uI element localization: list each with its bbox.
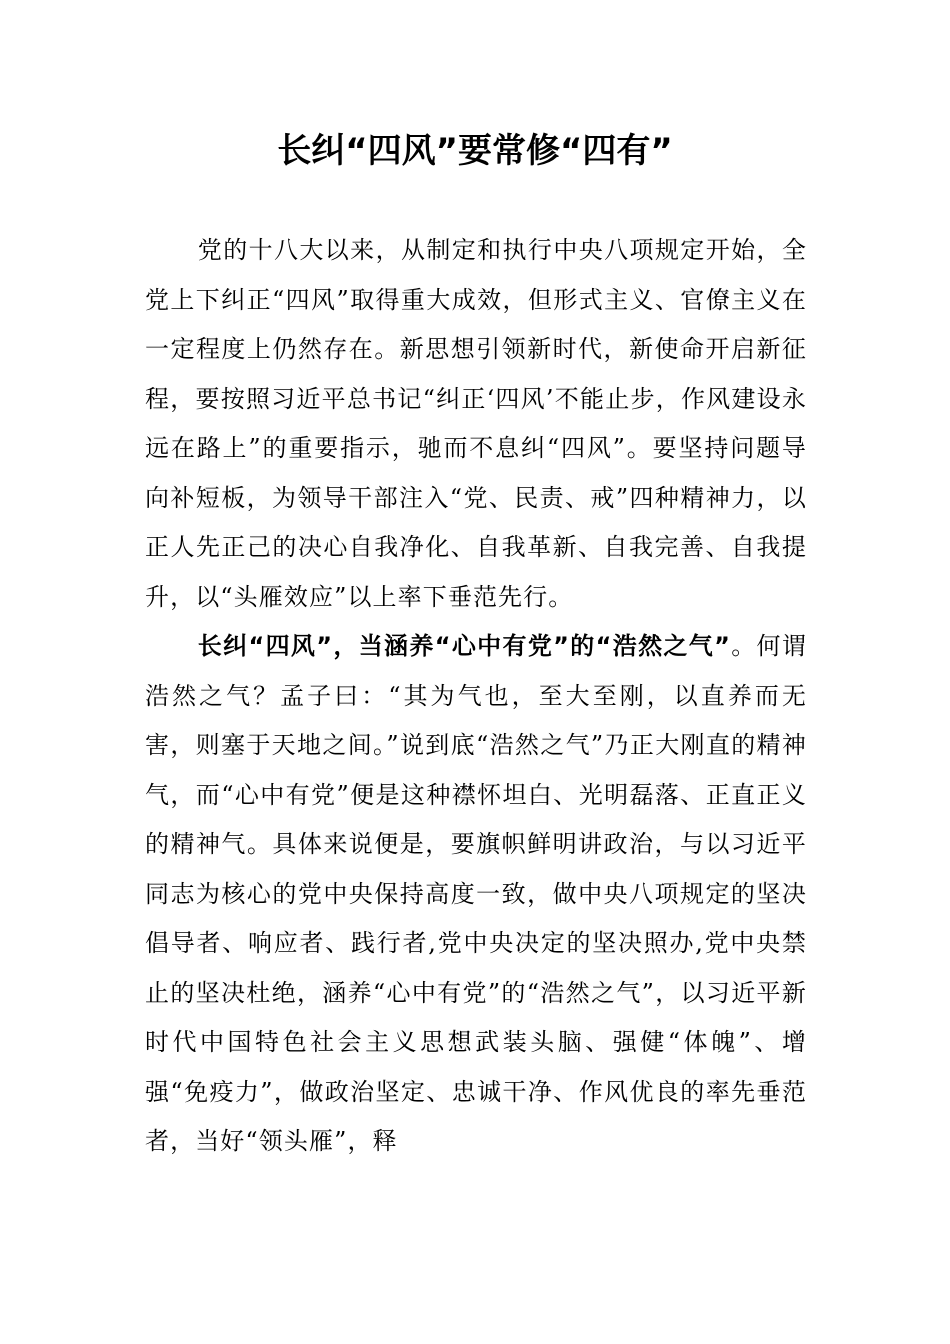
paragraph-lead: 长纠“四风”，当涵养“心中有党”的“浩然之气” [197, 632, 731, 660]
document-title: 长纠“四风”要常修“四有” [277, 131, 673, 171]
paragraph-intro [145, 226, 807, 622]
document-body [145, 226, 807, 1167]
paragraph-text: 党的十八大以来，从制定和执行中央八项规定开始，全党上下纠正“四风”取得重大成效，但形式主义、官僚主义在一定程度上仍然存在。新思想引领新时代，新使命开启新征程，要按照习近平总书记“纠正‘四风’不能止步，作风建设永远在路上”的重要指示，驰而不息纠“四风”。要坚持问题导向补短板，为领导干部注入“党、民责、戒”四种精神力，以正人先正己的决心自我净化、自我革新、自我完善、自我提升，以“头雁效应”以上率下垂范先行。 [145, 236, 807, 611]
paragraph-text: 。何谓浩然之气？孟子曰：“其为气也，至大至刚，以直养而无害，则塞于天地之间。”说到底“浩然之气”乃正大刚直的精神气，而“心中有党”便是这种襟怀坦白、光明磊落、正直正义的精神气。具体来说便是，要旗帜鲜明讲政治，与以习近平同志为核心的党中央保持高度一致，做中央八项规定的坚决倡导者、响应者、践行者,党中央决定的坚决照办,党中央禁止的坚决杜绝，涵养“心中有党”的“浩然之气”，以习近平新时代中国特色社会主义思想武装头脑、强健“体魄”、增强“免疫力”，做政治坚定、忠诚干净、作风优良的率先垂范者，当好“领头雁”，释 [145, 632, 807, 1155]
paragraph-haoran [145, 622, 807, 1167]
